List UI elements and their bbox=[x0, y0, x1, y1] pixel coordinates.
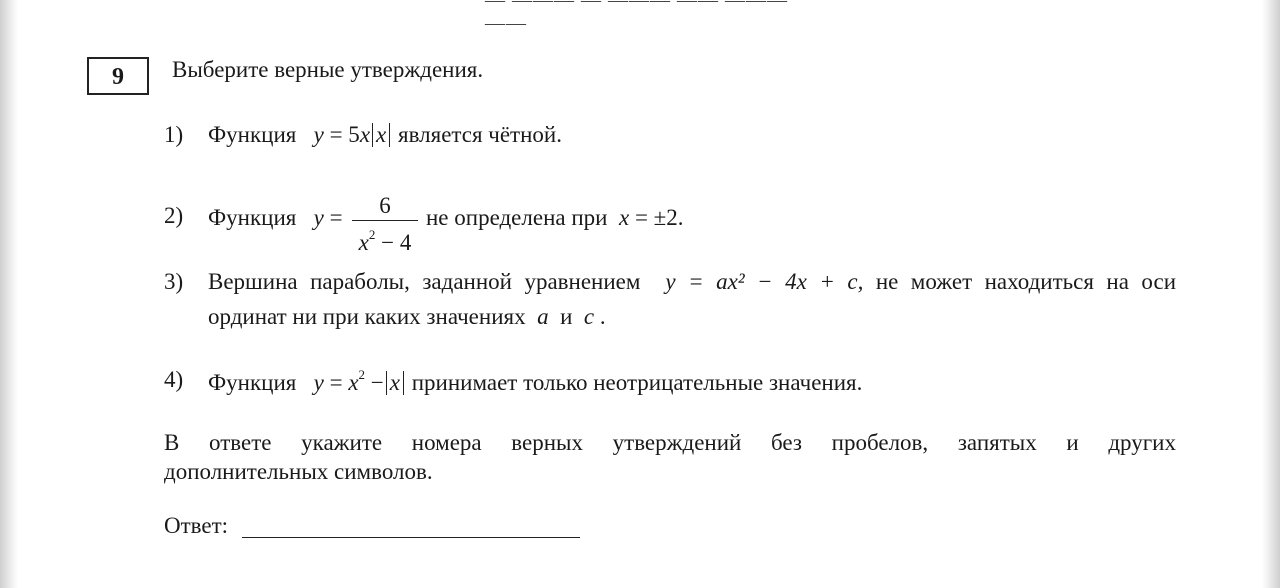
item-4-formula-y: y bbox=[313, 370, 324, 395]
item-3-number: 3) bbox=[164, 269, 184, 294]
item-4-number: 4) bbox=[164, 367, 184, 392]
item-3-line1-lead: Вершина параболы, заданной уравнением bbox=[208, 269, 641, 294]
item-1-abs-x: x bbox=[372, 123, 390, 147]
item-2-lead: Функция bbox=[208, 205, 297, 230]
item-3-var-c: c bbox=[583, 304, 595, 329]
item-4-formula-x: x bbox=[348, 370, 359, 395]
item-2-formula-y: y bbox=[313, 205, 324, 230]
page-edge-shadow-right bbox=[1262, 0, 1280, 588]
item-4-statement bbox=[208, 367, 862, 396]
item-1-formula-x: x bbox=[359, 122, 371, 147]
item-2-cond-rest: = ±2 bbox=[629, 205, 678, 230]
item-4-formula-minus: − bbox=[365, 370, 384, 395]
item-2-tail: не определена при bbox=[426, 205, 608, 230]
task-number-box: 9 bbox=[87, 57, 149, 95]
item-1-tail: является чётной. bbox=[398, 122, 562, 147]
item-3-formula: y = ax² − 4x + c, bbox=[665, 269, 864, 294]
task-question: Выберите верные утверждения. bbox=[172, 57, 484, 82]
instruction-line-1: В ответе укажите номера верных утверждений без пробелов, запятых и других bbox=[164, 430, 1176, 455]
item-2-formula-eq: = bbox=[323, 205, 343, 230]
item-2-tail-block bbox=[426, 205, 684, 231]
item-2-denominator-x: x bbox=[358, 230, 369, 255]
item-3-line-1 bbox=[208, 269, 1176, 295]
item-2-numerator: 6 bbox=[379, 193, 391, 218]
item-2-denominator bbox=[352, 221, 418, 257]
instruction-line-2: дополнительных символов. bbox=[164, 459, 433, 484]
item-1-formula-eq: = 5 bbox=[323, 122, 360, 147]
item-2-cond-x: x bbox=[618, 205, 630, 230]
item-2-denominator-power: 2 bbox=[368, 227, 376, 242]
item-3-line2: ординат ни при каких значениях bbox=[208, 304, 526, 329]
item-3-and: и bbox=[560, 304, 573, 329]
item-1-statement bbox=[208, 122, 562, 148]
item-2-number: 2) bbox=[164, 203, 184, 228]
page-edge-shadow-left bbox=[0, 0, 18, 588]
item-2-denominator-rest: − 4 bbox=[375, 230, 412, 255]
answer-blank-line[interactable] bbox=[242, 537, 580, 538]
item-1-lead: Функция bbox=[208, 122, 297, 147]
item-1-number: 1) bbox=[164, 122, 184, 147]
item-3-end: . bbox=[599, 304, 606, 329]
item-2-end: . bbox=[677, 205, 684, 230]
item-4-tail: принимает только неотрицательные значения. bbox=[411, 370, 863, 395]
item-3-line1-tail: не может находиться на оси bbox=[875, 269, 1177, 294]
item-4-lead: Функция bbox=[208, 370, 297, 395]
answer-label: Ответ: bbox=[164, 513, 229, 538]
item-4-formula-power: 2 bbox=[358, 367, 366, 382]
item-3-var-a: a bbox=[537, 304, 549, 329]
cut-off-top-text: — ——— — ——— —— ——— —— bbox=[485, 0, 788, 34]
item-1-formula-y: y bbox=[313, 122, 324, 147]
item-3-line-2 bbox=[208, 304, 606, 330]
item-2-lead-block bbox=[208, 205, 343, 231]
item-4-abs-x: x bbox=[386, 371, 404, 395]
item-4-formula-eq: = bbox=[323, 370, 349, 395]
item-2-fraction bbox=[352, 193, 418, 257]
